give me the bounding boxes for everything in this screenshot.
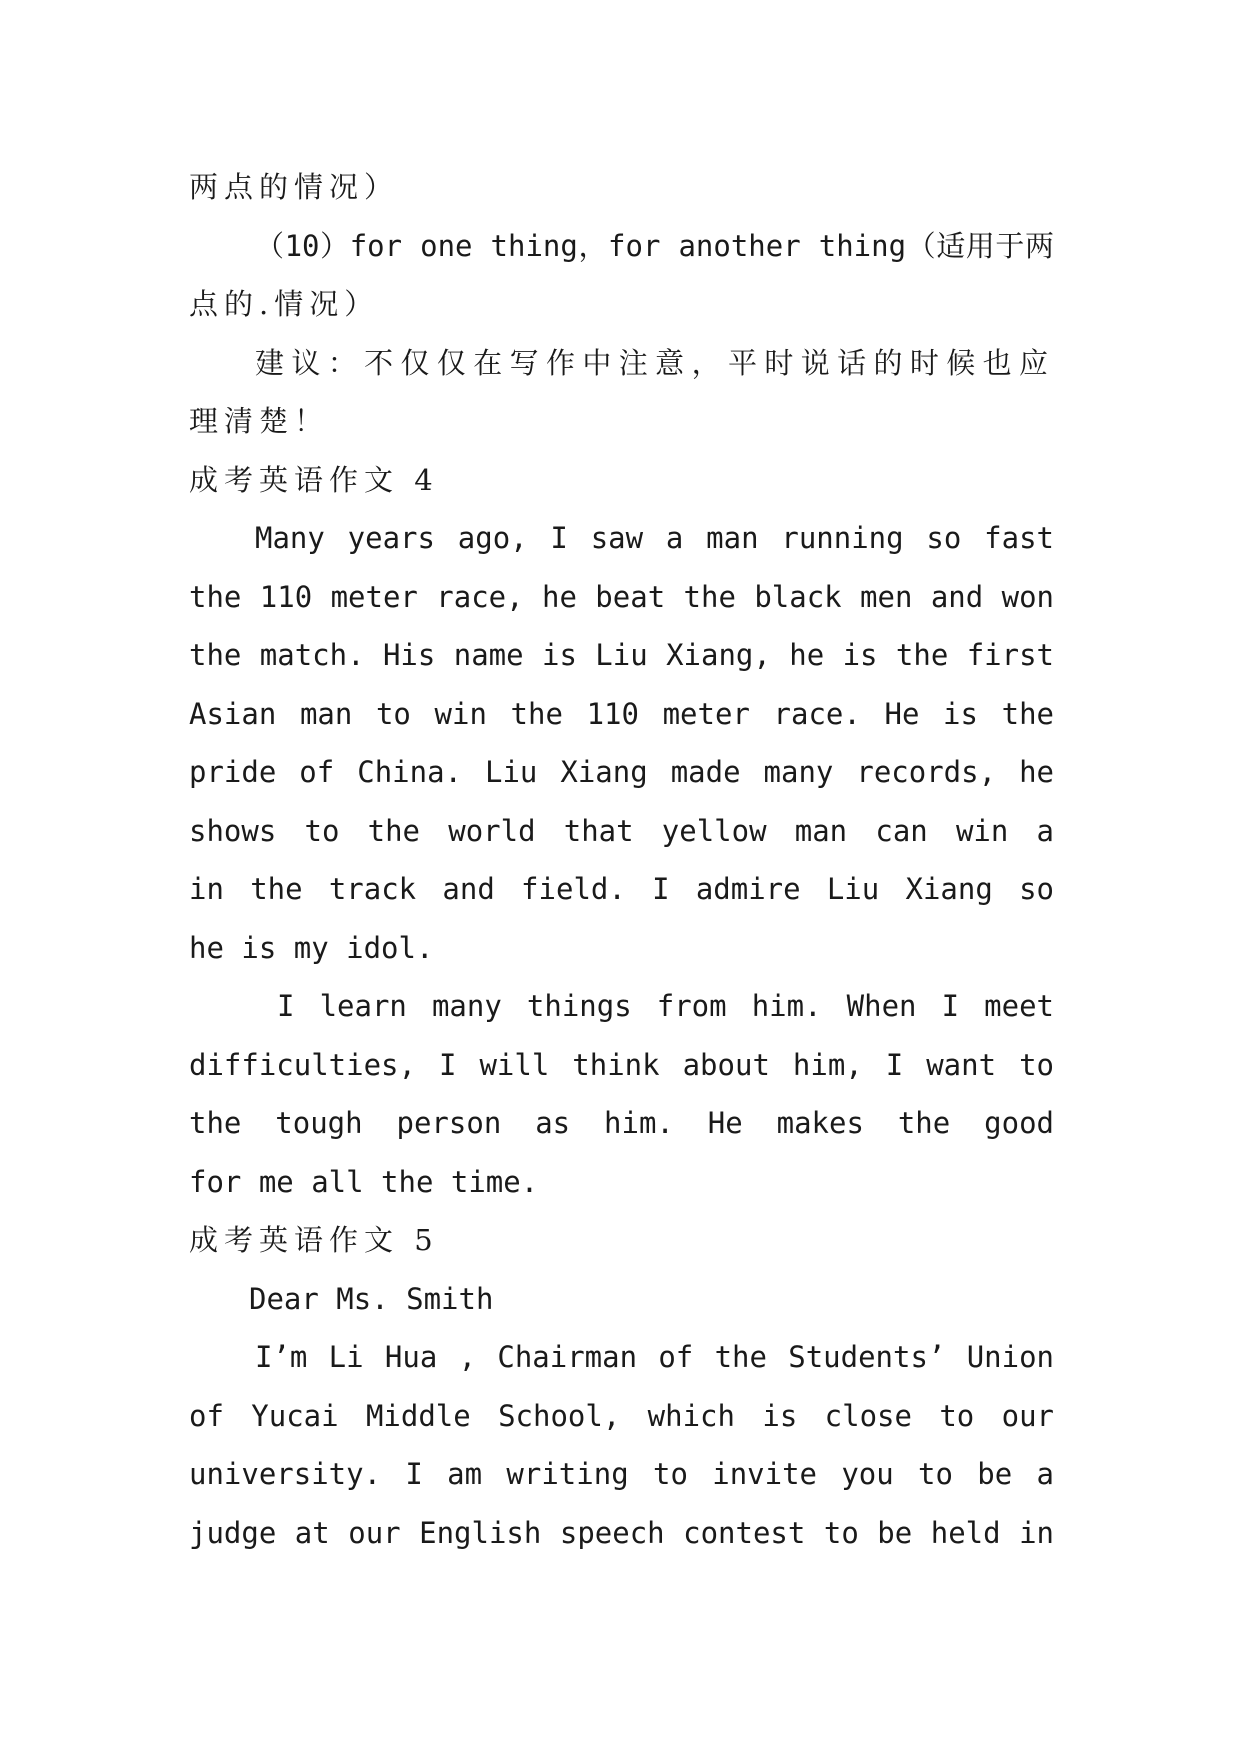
text-line: pride of China. Liu Xiang made many records, he	[189, 755, 1054, 789]
section-heading: 成考英语作文 4	[189, 462, 439, 497]
text-line: university. I am writing to invite you to be a	[189, 1457, 1054, 1491]
text-line: I learn many things from him. When I meet	[277, 989, 1054, 1023]
text-line: 两点的情况）	[189, 170, 400, 204]
text-line: 点的.情况）	[189, 287, 380, 321]
text-line: the match. His name is Liu Xiang, he is the first	[189, 638, 1054, 672]
text-line: judge at our English speech contest to be held in	[189, 1515, 1054, 1550]
text-line: Dear Ms. Smith	[249, 1281, 494, 1316]
text-line: 建议：不仅仅在写作中注意，平时说话的时候也应	[255, 345, 1054, 380]
text-line: for me all the time.	[189, 1164, 539, 1199]
text-line: he is my idol.	[189, 930, 434, 965]
text-line: the 110 meter race, he beat the black men and won	[189, 579, 1054, 614]
section-heading: 成考英语作文 5	[189, 1223, 439, 1257]
text-line: of Yucai Middle School, which is close to our	[189, 1398, 1054, 1433]
text-line: I’m Li Hua , Chairman of the Students’ Union	[255, 1340, 1054, 1374]
text-line: Many years ago, I saw a man running so fast	[255, 521, 1054, 555]
text-line: shows to the world that yellow man can win a	[189, 813, 1054, 848]
text-line: Asian man to win the 110 meter race. He is the	[189, 696, 1054, 731]
document-page	[189, 158, 1054, 1562]
text-line: 理清楚！	[189, 404, 330, 438]
text-line: （10）for one thing，for another thing（适用于两	[255, 228, 1054, 263]
text-line: in the track and field. I admire Liu Xiang so	[189, 872, 1054, 906]
text-line: difficulties, I will think about him, I want to	[189, 1047, 1054, 1082]
text-line: the tough person as him. He makes the good	[189, 1106, 1054, 1140]
